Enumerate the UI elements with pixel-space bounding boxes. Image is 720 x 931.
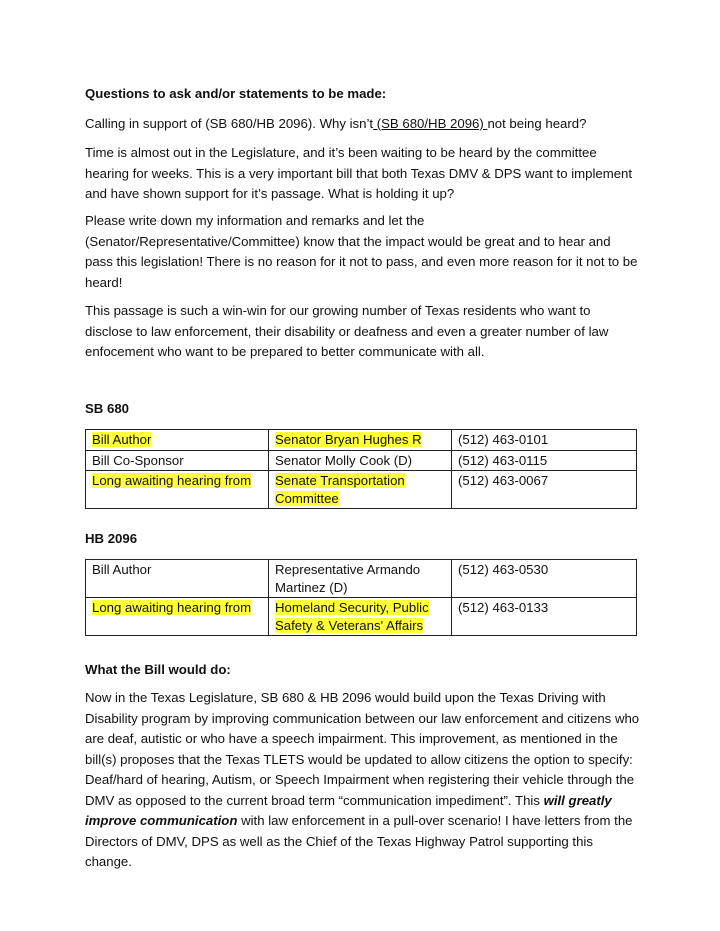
bill-would-do-heading: What the Bill would do: — [85, 662, 231, 677]
table-cell — [269, 430, 452, 451]
highlighted-name: Senate Transportation Committee — [275, 473, 405, 506]
bill-description-end: with law enforcement in a pull-over scenario! I have letters from the Directors of DMV, DPS as well as the Chief of the Texas Highway Patrol supporting this change. — [85, 813, 633, 869]
table-cell — [269, 471, 452, 509]
table-cell — [269, 598, 452, 636]
win-win-paragraph: This passage is such a win-win for our growing number of Texas residents who want to disclose to law enforcement, their disability or deafness and even a greater number of law enfocement who want to be prepared to better communicate with all. — [85, 303, 609, 359]
highlighted-name: Senator Bryan Hughes R — [275, 432, 422, 447]
highlighted-name: Homeland Security, Public Safety & Veterans' Affairs — [275, 600, 429, 633]
table-row — [86, 430, 637, 451]
table-cell: Bill Co-Sponsor — [86, 450, 269, 471]
sb680-table — [85, 429, 637, 509]
table-cell: Bill Author — [86, 560, 269, 598]
phone-cell: (512) 463-0530 — [452, 560, 637, 598]
highlighted-role: Long awaiting hearing from — [92, 600, 252, 615]
support-call-text: Calling in support of (SB 680/HB 2096). Why isn’t — [85, 116, 374, 131]
support-call-paragraph — [85, 114, 640, 135]
phone-cell: (512) 463-0115 — [452, 450, 637, 471]
table-cell — [86, 430, 269, 451]
support-call-end: not being heard? — [487, 116, 587, 131]
table-cell: Representative Armando Martinez (D) — [269, 560, 452, 598]
table-cell — [86, 471, 269, 509]
questions-heading: Questions to ask and/or statements to be made: — [85, 86, 387, 101]
remarks-paragraph: Please write down my information and remarks and let the (Senator/Representative/Committee) know that the impact would be great and to hear and pass this legislation! There is no reason for it not to pass, and even more reason for it not to be heard! — [85, 213, 638, 290]
bill-description-text: Now in the Texas Legislature, SB 680 & HB 2096 would build upon the Texas Driving with Disability program by improving communication between our law enforcement and citizens who are deaf, autistic or who have a speech impairment. This improvement, as mentioned in the bill(s) proposes that the Texas TLETS would be updated to allow citizens the option to specify: Deaf/hard of hearing, Autism, or Speech Impairment when registering their vehicle through the DMV as opposed to the current broad term “communication impediment”. This — [85, 690, 640, 808]
highlighted-role: Long awaiting hearing from — [92, 473, 252, 488]
phone-cell: (512) 463-0101 — [452, 430, 637, 451]
sb680-heading: SB 680 — [85, 401, 129, 416]
table-cell — [86, 598, 269, 636]
table-row — [86, 471, 637, 509]
bill-reference-underlined: (SB 680/HB 2096) — [373, 116, 488, 131]
highlighted-role: Bill Author — [92, 432, 152, 447]
hb2096-table — [85, 559, 637, 636]
hb2096-heading: HB 2096 — [85, 531, 138, 546]
bill-description-paragraph — [85, 688, 640, 873]
bill-description-emphasis: will greatly improve communication — [85, 792, 612, 828]
phone-cell: (512) 463-0133 — [452, 598, 637, 636]
time-running-out-paragraph: Time is almost out in the Legislature, and it’s been waiting to be heard by the committee hearing for weeks. This is a very important bill that both Texas DMV & DPS want to implement and have shown support for it’s passage. What is holding it up? — [85, 145, 633, 201]
table-row — [86, 598, 637, 636]
phone-cell: (512) 463-0067 — [452, 471, 637, 509]
table-row — [86, 560, 637, 598]
table-row — [86, 450, 637, 471]
table-cell: Senator Molly Cook (D) — [269, 450, 452, 471]
